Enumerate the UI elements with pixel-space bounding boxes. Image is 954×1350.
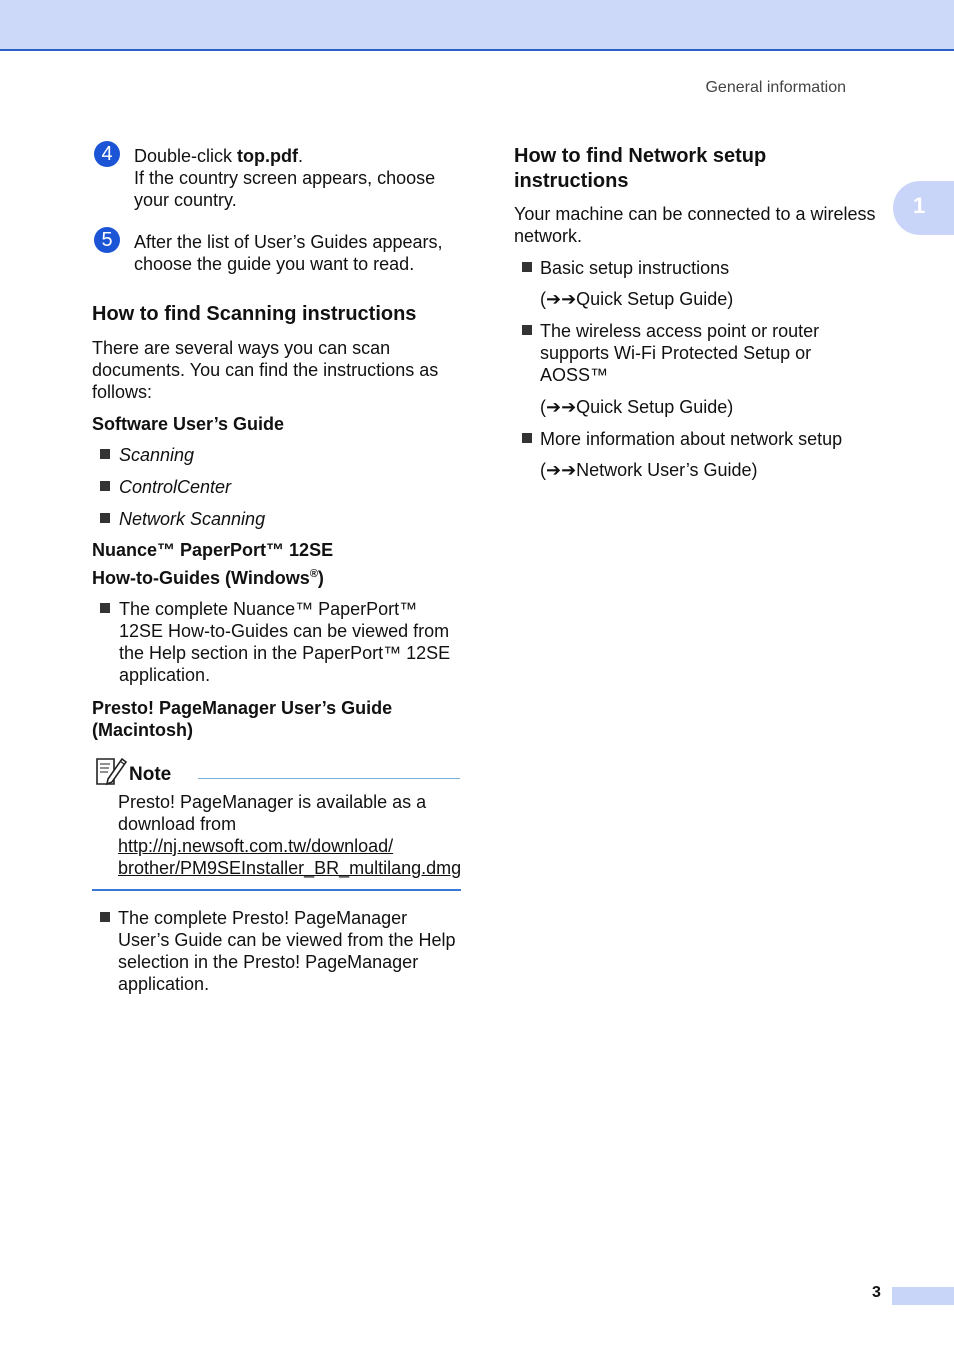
- chapter-tab: [893, 181, 954, 235]
- nuance-item-line: application.: [119, 665, 211, 685]
- bullet: [522, 262, 532, 272]
- note-text-line: download from: [118, 814, 237, 834]
- bullet: [522, 325, 532, 335]
- top-banner: [0, 0, 954, 51]
- scan-heading: How to find Scanning instructions: [92, 303, 417, 325]
- scan-intro: [92, 337, 462, 403]
- step-number-4: 4: [94, 141, 120, 167]
- network-item-line: The wireless access point or router: [540, 321, 820, 341]
- step-4-filename: top.pdf: [237, 146, 299, 166]
- network-item: More information about network setup: [540, 429, 843, 449]
- page-number: 3: [872, 1284, 881, 1301]
- network-heading-line: How to find Network setup: [514, 145, 767, 167]
- running-head: General information: [705, 79, 846, 96]
- nuance-item-line: 12SE How-to-Guides can be viewed from: [119, 621, 450, 641]
- step-4-prefix: Double-click: [134, 146, 238, 166]
- note-bottom-rule: [92, 889, 461, 891]
- download-link[interactable]: brother/PM9SEInstaller_BR_multilang.dmg: [118, 858, 462, 878]
- step-4-line: If the country screen appears, choose: [134, 168, 436, 188]
- network-item-reference: (➔➔Quick Setup Guide): [540, 289, 734, 309]
- registered-mark: ®: [309, 568, 318, 580]
- step-5-text: [134, 231, 464, 275]
- bullet: [100, 449, 110, 459]
- network-heading-line: instructions: [514, 170, 629, 192]
- note-title: Note: [129, 764, 172, 785]
- download-link[interactable]: http://nj.newsoft.com.tw/download/: [118, 836, 394, 856]
- network-intro-line: network.: [514, 226, 583, 246]
- network-item-line: AOSS™: [540, 365, 609, 385]
- step-number-5: 5: [94, 227, 120, 253]
- presto-heading: [92, 697, 392, 741]
- nuance-item-line: the Help section in the PaperPort™ 12SE: [119, 643, 451, 663]
- network-item: [540, 320, 880, 386]
- step-4-text: [134, 145, 464, 211]
- presto-heading-line: Presto! PageManager User’s Guide: [92, 698, 393, 718]
- step-4-line: your country.: [134, 190, 237, 210]
- network-item-line: supports Wi-Fi Protected Setup or: [540, 343, 812, 363]
- nuance-subheading: [92, 567, 324, 589]
- list-item: Scanning: [119, 445, 195, 465]
- network-heading: [514, 144, 766, 194]
- nuance-subheading-text: How-to-Guides (Windows: [92, 568, 310, 588]
- network-item: Basic setup instructions: [540, 258, 730, 278]
- page-number-tab: [892, 1287, 954, 1305]
- network-item-reference: (➔➔Network User’s Guide): [540, 460, 758, 480]
- list-item: ControlCenter: [119, 477, 232, 497]
- presto-item-line: User’s Guide can be viewed from the Help: [118, 930, 456, 950]
- network-intro-line: Your machine can be connected to a wireless: [514, 204, 876, 224]
- bullet: [100, 912, 110, 922]
- presto-item-line: application.: [118, 974, 210, 994]
- presto-item-line: The complete Presto! PageManager: [118, 908, 408, 928]
- network-intro: [514, 203, 889, 247]
- bullet: [100, 513, 110, 523]
- network-item-reference: (➔➔Quick Setup Guide): [540, 397, 734, 417]
- nuance-subheading-close: ): [317, 568, 324, 588]
- nuance-item-line: The complete Nuance™ PaperPort™: [119, 599, 418, 619]
- bullet: [100, 603, 110, 613]
- note-divider: [198, 778, 460, 779]
- note-text-line: Presto! PageManager is available as a: [118, 792, 427, 812]
- step-4-suffix: .: [298, 146, 304, 166]
- scan-intro-line: There are several ways you can scan: [92, 338, 391, 358]
- presto-item-line: selection in the Presto! PageManager: [118, 952, 419, 972]
- note-body: [118, 791, 463, 879]
- note-pencil-icon: [94, 755, 128, 787]
- scan-intro-line: follows:: [92, 382, 153, 402]
- scan-intro-line: documents. You can find the instructions as: [92, 360, 439, 380]
- nuance-heading: Nuance™ PaperPort™ 12SE: [92, 540, 334, 560]
- list-item: Network Scanning: [119, 509, 266, 529]
- presto-item: [118, 907, 463, 995]
- software-guide-heading: Software User’s Guide: [92, 414, 285, 434]
- step-5-line: After the list of User’s Guides appears,: [134, 232, 443, 252]
- bullet: [522, 433, 532, 443]
- chapter-number: 1: [913, 193, 926, 218]
- nuance-item: [119, 598, 464, 686]
- presto-heading-line: (Macintosh): [92, 720, 193, 740]
- step-5-line: choose the guide you want to read.: [134, 254, 415, 274]
- bullet: [100, 481, 110, 491]
